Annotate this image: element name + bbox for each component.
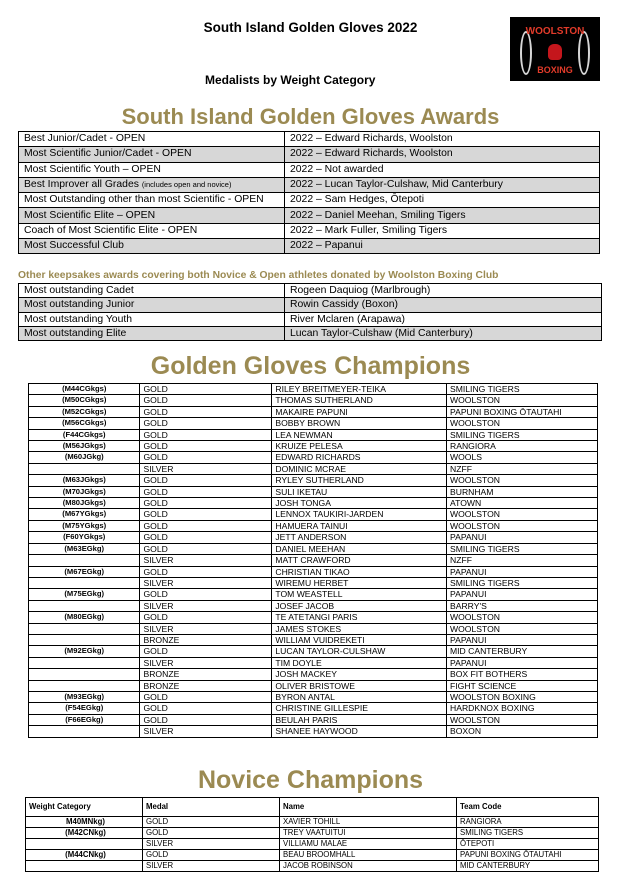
award-winner: 2022 – Edward Richards, Woolston	[285, 132, 600, 147]
champion-row	[29, 577, 598, 588]
champion-row	[29, 657, 598, 668]
medal: GOLD	[140, 703, 272, 714]
weight-category	[26, 861, 143, 872]
header-team-code: Team Code	[457, 798, 599, 817]
team-name: BARRY'S	[447, 600, 598, 611]
champion-row	[29, 703, 598, 714]
athlete-name: XAVIER TOHILL	[280, 817, 457, 828]
award-winner: 2022 – Edward Richards, Woolston	[285, 147, 600, 162]
medal: SILVER	[140, 463, 272, 474]
medal: BRONZE	[140, 680, 272, 691]
award-label: Best Junior/Cadet - OPEN	[24, 133, 146, 145]
athlete-name: LENNOX TAUKIRI-JARDEN	[272, 509, 447, 520]
athlete-name: SHANEE HAYWOOD	[272, 726, 447, 737]
athlete-name: VILLIAMU MALAE	[280, 839, 457, 850]
award-row	[19, 177, 600, 192]
athlete-name: RILEY BREITMEYER-TEIKA	[272, 384, 447, 395]
champion-row	[29, 532, 598, 543]
medal: GOLD	[143, 850, 280, 861]
weight-category	[29, 669, 140, 680]
weight-category: (F44CGkgs)	[29, 429, 140, 440]
keepsake-award: Most outstanding Junior	[19, 298, 285, 312]
medal: GOLD	[140, 589, 272, 600]
awards-section-title: South Island Golden Gloves Awards	[121, 104, 500, 129]
logo-text-top: WOOLSTON	[525, 26, 585, 37]
medal: GOLD	[140, 406, 272, 417]
award-label: Most Successful Club	[24, 240, 124, 252]
team-name: BOXON	[447, 726, 598, 737]
medal: GOLD	[140, 429, 272, 440]
team-name: WOOLSTON	[447, 509, 598, 520]
weight-category: (M75EGkg)	[29, 589, 140, 600]
weight-category: (M93EGkg)	[29, 691, 140, 702]
keepsake-award: Most outstanding Cadet	[19, 284, 285, 298]
weight-category: (M70JGkgs)	[29, 486, 140, 497]
champion-row	[29, 475, 598, 486]
medal: SILVER	[140, 726, 272, 737]
champion-row	[29, 418, 598, 429]
champion-row	[29, 486, 598, 497]
team-name: PAPANUI	[447, 634, 598, 645]
team-name: WOOLSTON	[447, 714, 598, 725]
team-name: NZFF	[447, 555, 598, 566]
medal: SILVER	[143, 839, 280, 850]
awards-table	[18, 131, 600, 254]
award-name	[19, 193, 285, 208]
team-code: SMILING TIGERS	[457, 828, 599, 839]
medal: SILVER	[140, 657, 272, 668]
champion-row	[29, 589, 598, 600]
medal: SILVER	[140, 623, 272, 634]
medal: SILVER	[143, 861, 280, 872]
athlete-name: WILLIAM VUIDREKETI	[272, 634, 447, 645]
medal: SILVER	[140, 555, 272, 566]
medal: GOLD	[140, 532, 272, 543]
team-name: WOOLSTON	[447, 475, 598, 486]
medal: GOLD	[140, 714, 272, 725]
champion-row	[29, 714, 598, 725]
athlete-name: TE ATETANGI PARIS	[272, 612, 447, 623]
team-name: HARDKNOX BOXING	[447, 703, 598, 714]
award-label: Most Scientific Elite – OPEN	[24, 209, 156, 221]
award-name	[19, 132, 285, 147]
athlete-name: SULI IKETAU	[272, 486, 447, 497]
weight-category: M40MNkg)	[26, 817, 143, 828]
novice-row	[26, 828, 599, 839]
header-weight-category: Weight Category	[26, 798, 143, 817]
medal: GOLD	[140, 441, 272, 452]
document-title: South Island Golden Gloves 2022	[203, 20, 418, 35]
team-name: WOOLSTON	[447, 418, 598, 429]
keepsake-award: Most outstanding Youth	[19, 312, 285, 326]
athlete-name: JOSEF JACOB	[272, 600, 447, 611]
award-name	[19, 208, 285, 223]
athlete-name: BEAU BROOMHALL	[280, 850, 457, 861]
team-name: SMILING TIGERS	[447, 577, 598, 588]
novice-header-row	[26, 798, 599, 817]
team-name: WOOLSTON BOXING	[447, 691, 598, 702]
champion-row	[29, 384, 598, 395]
team-name: ATOWN	[447, 498, 598, 509]
award-row	[19, 208, 600, 223]
champion-row	[29, 634, 598, 645]
medal: BRONZE	[140, 669, 272, 680]
weight-category: (M50CGkgs)	[29, 395, 140, 406]
athlete-name: JAMES STOKES	[272, 623, 447, 634]
weight-category: (M80JGkgs)	[29, 498, 140, 509]
team-name: WOOLSTON	[447, 623, 598, 634]
woolston-boxing-logo	[510, 17, 600, 81]
athlete-name: BOBBY BROWN	[272, 418, 447, 429]
team-name: PAPANUI	[447, 532, 598, 543]
champion-row	[29, 726, 598, 737]
medal: GOLD	[140, 612, 272, 623]
champion-row	[29, 566, 598, 577]
athlete-name: WIREMU HERBET	[272, 577, 447, 588]
athlete-name: EDWARD RICHARDS	[272, 452, 447, 463]
medal: GOLD	[140, 509, 272, 520]
weight-category: (M42CNkg)	[26, 828, 143, 839]
champion-row	[29, 600, 598, 611]
champion-row	[29, 520, 598, 531]
medal: GOLD	[140, 452, 272, 463]
award-row	[19, 147, 600, 162]
medal: GOLD	[140, 543, 272, 554]
award-name	[19, 223, 285, 238]
team-name: WOOLSTON	[447, 395, 598, 406]
novice-row	[26, 839, 599, 850]
weight-category: (M67EGkg)	[29, 566, 140, 577]
medal: GOLD	[143, 817, 280, 828]
weight-category: (F60YGkgs)	[29, 532, 140, 543]
weight-category	[29, 726, 140, 737]
award-row	[19, 193, 600, 208]
team-name: WOOLSTON	[447, 520, 598, 531]
athlete-name: JOSH TONGA	[272, 498, 447, 509]
athlete-name: CHRISTINE GILLESPIE	[272, 703, 447, 714]
award-winner: 2022 – Daniel Meehan, Smiling Tigers	[285, 208, 600, 223]
award-name	[19, 177, 285, 192]
medal: GOLD	[140, 475, 272, 486]
champion-row	[29, 452, 598, 463]
award-row	[19, 132, 600, 147]
award-row	[19, 239, 600, 254]
weight-category: (M44CNkg)	[26, 850, 143, 861]
award-row	[19, 162, 600, 177]
team-name: SMILING TIGERS	[447, 384, 598, 395]
award-label: Best Improver all Grades	[24, 179, 139, 191]
keepsake-row	[19, 326, 602, 340]
medal: GOLD	[140, 418, 272, 429]
award-winner: 2022 – Papanui	[285, 239, 600, 254]
champion-row	[29, 691, 598, 702]
athlete-name: BEULAH PARIS	[272, 714, 447, 725]
keepsakes-note: Other keepsakes awards covering both Novice & Open athletes donated by Woolston Boxing Club	[18, 270, 499, 281]
team-name: FIGHT SCIENCE	[447, 680, 598, 691]
keepsakes-table	[18, 283, 602, 341]
athlete-name: JETT ANDERSON	[272, 532, 447, 543]
team-name: BOX FIT BOTHERS	[447, 669, 598, 680]
team-name: BURNHAM	[447, 486, 598, 497]
champion-row	[29, 406, 598, 417]
weight-category	[29, 463, 140, 474]
champion-row	[29, 509, 598, 520]
award-label: Most Scientific Junior/Cadet - OPEN	[24, 148, 192, 160]
award-row	[19, 223, 600, 238]
keepsake-winner: Rogeen Daquiog (Marlbrough)	[285, 284, 602, 298]
medal: GOLD	[143, 828, 280, 839]
weight-category: (M56CGkgs)	[29, 418, 140, 429]
athlete-name: OLIVER BRISTOWE	[272, 680, 447, 691]
team-name: WOOLS	[447, 452, 598, 463]
medal: GOLD	[140, 486, 272, 497]
athlete-name: DANIEL MEEHAN	[272, 543, 447, 554]
team-name: SMILING TIGERS	[447, 429, 598, 440]
header-medal: Medal	[143, 798, 280, 817]
keepsake-winner: Rowin Cassidy (Boxon)	[285, 298, 602, 312]
novice-row	[26, 817, 599, 828]
athlete-name: LUCAN TAYLOR-CULSHAW	[272, 646, 447, 657]
keepsake-winner: Lucan Taylor-Culshaw (Mid Canterbury)	[285, 326, 602, 340]
award-name	[19, 147, 285, 162]
weight-category	[29, 623, 140, 634]
header-name: Name	[280, 798, 457, 817]
award-winner: 2022 – Sam Hedges, Ōtepoti	[285, 193, 600, 208]
champion-row	[29, 646, 598, 657]
athlete-name: TOM WEASTELL	[272, 589, 447, 600]
champion-row	[29, 498, 598, 509]
champion-row	[29, 463, 598, 474]
medal: GOLD	[140, 498, 272, 509]
medal: BRONZE	[140, 634, 272, 645]
document-subtitle: Medalists by Weight Category	[205, 73, 376, 87]
athlete-name: JOSH MACKEY	[272, 669, 447, 680]
medal: SILVER	[140, 600, 272, 611]
medal: GOLD	[140, 691, 272, 702]
weight-category: (M60JGkg)	[29, 452, 140, 463]
athlete-name: TIM DOYLE	[272, 657, 447, 668]
team-name: PAPANUI	[447, 566, 598, 577]
team-name: PAPUNI BOXING ŌTAUTAHI	[447, 406, 598, 417]
medal: GOLD	[140, 384, 272, 395]
athlete-name: MATT CRAWFORD	[272, 555, 447, 566]
award-name	[19, 162, 285, 177]
medal: GOLD	[140, 395, 272, 406]
champion-row	[29, 543, 598, 554]
weight-category: (M92EGkg)	[29, 646, 140, 657]
champion-row	[29, 680, 598, 691]
team-code: MID CANTERBURY	[457, 861, 599, 872]
weight-category	[26, 839, 143, 850]
logo-text-bottom: BOXING	[537, 65, 573, 75]
weight-category: (M80EGkg)	[29, 612, 140, 623]
athlete-name: BYRON ANTAL	[272, 691, 447, 702]
award-label: Coach of Most Scientific Elite - OPEN	[24, 224, 198, 236]
weight-category	[29, 680, 140, 691]
champion-row	[29, 441, 598, 452]
weight-category	[29, 657, 140, 668]
champion-row	[29, 429, 598, 440]
medal: GOLD	[140, 566, 272, 577]
weight-category: (M63JGkgs)	[29, 475, 140, 486]
weight-category: (M75YGkgs)	[29, 520, 140, 531]
athlete-name: LEA NEWMAN	[272, 429, 447, 440]
weight-category: (M67YGkgs)	[29, 509, 140, 520]
weight-category: (M44CGkgs)	[29, 384, 140, 395]
team-code: ŌTEPOTI	[457, 839, 599, 850]
athlete-name: DOMINIC MCRAE	[272, 463, 447, 474]
medal: GOLD	[140, 520, 272, 531]
weight-category: (M56JGkgs)	[29, 441, 140, 452]
weight-category: (F66EGkg)	[29, 714, 140, 725]
novice-row	[26, 850, 599, 861]
novice-row	[26, 861, 599, 872]
team-name: PAPANUI	[447, 657, 598, 668]
team-name: WOOLSTON	[447, 612, 598, 623]
boxing-glove-icon	[548, 44, 562, 60]
team-name: NZFF	[447, 463, 598, 474]
athlete-name: JACOB ROBINSON	[280, 861, 457, 872]
athlete-name: RYLEY SUTHERLAND	[272, 475, 447, 486]
keepsake-row	[19, 298, 602, 312]
weight-category: (F54EGkg)	[29, 703, 140, 714]
keepsake-row	[19, 312, 602, 326]
athlete-name: MAKAIRE PAPUNI	[272, 406, 447, 417]
champions-section-title: Golden Gloves Champions	[150, 352, 471, 380]
champions-table	[28, 383, 598, 738]
champion-row	[29, 612, 598, 623]
team-name: SMILING TIGERS	[447, 543, 598, 554]
athlete-name: HAMUERA TAINUI	[272, 520, 447, 531]
award-winner: 2022 – Mark Fuller, Smiling Tigers	[285, 223, 600, 238]
weight-category	[29, 577, 140, 588]
award-label: Most Outstanding other than most Scientific - OPEN	[24, 194, 264, 206]
award-winner: 2022 – Lucan Taylor-Culshaw, Mid Canterbury	[285, 177, 600, 192]
award-note: (includes open and novice)	[141, 180, 232, 190]
novice-table	[25, 797, 599, 872]
weight-category: (M52CGkgs)	[29, 406, 140, 417]
team-name: RANGIORA	[447, 441, 598, 452]
team-name: PAPANUI	[447, 589, 598, 600]
novice-section-title: Novice Champions	[197, 766, 424, 794]
athlete-name: KRUIZE PELESA	[272, 441, 447, 452]
weight-category	[29, 634, 140, 645]
medal: SILVER	[140, 577, 272, 588]
team-code: RANGIORA	[457, 817, 599, 828]
keepsake-award: Most outstanding Elite	[19, 326, 285, 340]
athlete-name: CHRISTIAN TIKAO	[272, 566, 447, 577]
athlete-name: THOMAS SUTHERLAND	[272, 395, 447, 406]
keepsake-row	[19, 284, 602, 298]
athlete-name: TREY VAATUITUI	[280, 828, 457, 839]
team-code: PAPUNI BOXING ŌTAUTAHI	[457, 850, 599, 861]
award-name	[19, 239, 285, 254]
weight-category	[29, 600, 140, 611]
medal: GOLD	[140, 646, 272, 657]
keepsake-winner: River Mclaren (Arapawa)	[285, 312, 602, 326]
weight-category: (M63EGkg)	[29, 543, 140, 554]
award-label: Most Scientific Youth – OPEN	[24, 163, 161, 175]
weight-category	[29, 555, 140, 566]
champion-row	[29, 623, 598, 634]
champion-row	[29, 669, 598, 680]
team-name: MID CANTERBURY	[447, 646, 598, 657]
award-winner: 2022 – Not awarded	[285, 162, 600, 177]
champion-row	[29, 555, 598, 566]
champion-row	[29, 395, 598, 406]
